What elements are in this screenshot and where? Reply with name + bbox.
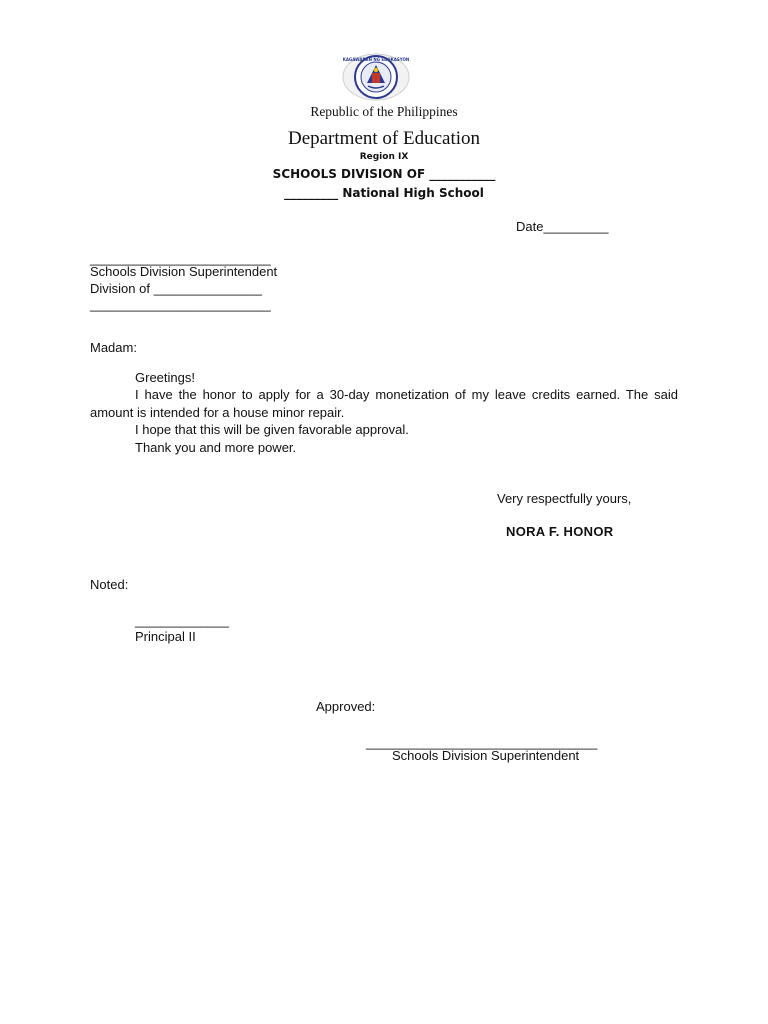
noted-label: Noted: (90, 577, 129, 592)
recipient-address-line: _________________________ (90, 297, 271, 312)
recipient-title: Schools Division Superintendent (90, 264, 278, 279)
body-paragraph-thanks: Thank you and more power. (135, 439, 297, 455)
division-heading: SCHOOLS DIVISION OF ___________ (272, 167, 496, 181)
body-paragraph-request: I have the honor to apply for a 30-day monetization of my leave credits earned. The said amount is intended for a house minor repair. (90, 387, 678, 420)
date-field: Date_________ (516, 219, 609, 234)
recipient-division: Division of _______________ (90, 281, 263, 296)
sds-signature-line: ________________________________ (366, 735, 598, 750)
deped-seal-logo (342, 53, 410, 101)
greeting: Greetings! (135, 370, 195, 385)
recipient-name-line: _________________________ (90, 251, 271, 266)
body-paragraph-approval: I hope that this will be given favorable approval. (135, 422, 409, 438)
republic-heading: Republic of the Philippines (310, 104, 458, 119)
letter-body (90, 369, 678, 456)
school-heading: _________ National High School (284, 186, 484, 200)
region-heading: Region IX (359, 152, 409, 162)
signer-name: NORA F. HONOR (506, 524, 614, 539)
principal-signature-line: _____________ (135, 613, 229, 628)
department-heading: Department of Education (287, 128, 481, 149)
complimentary-closing: Very respectfully yours, (497, 491, 632, 506)
approved-label: Approved: (316, 699, 376, 714)
seal-text: KAGAWARAN NG EDUKASYON (342, 56, 410, 62)
principal-title: Principal II (135, 629, 196, 644)
sds-title: Schools Division Superintendent (392, 748, 580, 763)
salutation: Madam: (90, 340, 137, 355)
